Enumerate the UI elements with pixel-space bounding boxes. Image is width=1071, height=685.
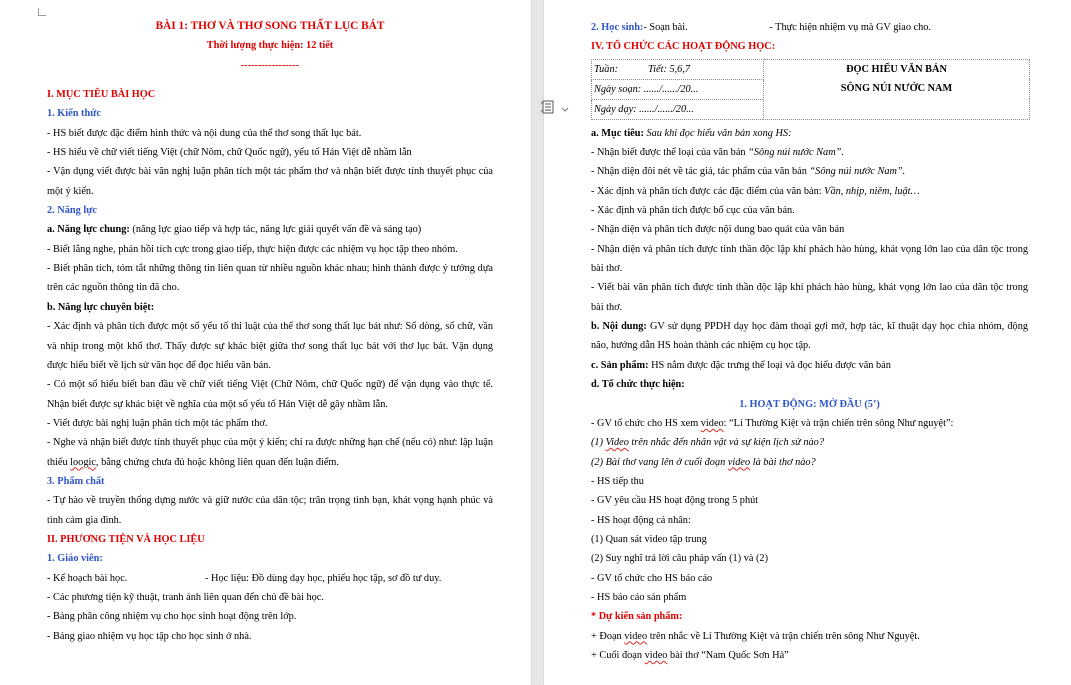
text-run: , bằng chứng chưa đủ hoặc không liên quan đến luận điểm. — [95, 456, 339, 468]
bold-label: c. Sản phẩm: — [591, 359, 649, 371]
layout-options-icon[interactable] — [540, 99, 556, 115]
text-run: - Nhận biết được thể loại của văn bản — [591, 147, 749, 159]
table-cell: Ngày dạy: ....../....../20... — [592, 99, 764, 119]
text-run: Tuần: — [594, 63, 619, 75]
bold-label: a. Năng lực chung: — [47, 224, 130, 236]
text-run: Tiết: 5,6,7 — [648, 63, 691, 75]
paragraph: - Bảng giao nhiệm vụ học tập cho học sinh ở nhà. — [47, 630, 252, 642]
paragraph — [591, 356, 1028, 375]
paragraph — [591, 433, 1028, 452]
paragraph: - Nhận diện và phân tích được nội dung bao quát của văn bản — [591, 224, 845, 236]
text-run: HS nắm được đặc trưng thể loại và đọc hiểu được văn bản — [648, 359, 891, 371]
reading-title: ĐỌC HIỂU VĂN BẢN — [846, 63, 947, 75]
table-cell: Ngày soạn: ....../....../20... — [592, 79, 764, 99]
paragraph: - GV yêu cầu HS hoạt động trong 5 phút — [591, 495, 759, 507]
paragraph: - Vận dụng viết được bài văn nghị luận phân tích một tác phẩm thơ và nhận biết được tính thuyết phục của một ý kiến. — [47, 166, 493, 197]
lesson-title: BÀI 1: THƠ VÀ THƠ SONG THẤT LỤC BÁT — [155, 20, 385, 32]
paragraph: - HS báo cáo sản phẩm — [591, 591, 687, 603]
paragraph: - HS biết được đặc điểm hình thức và nội dung của thể thơ song thất lục bát. — [47, 127, 362, 139]
page-right-content — [591, 18, 1028, 665]
paragraph — [591, 18, 1028, 37]
section-materials: II. PHƯƠNG TIỆN VÀ HỌC LIỆU — [47, 533, 205, 545]
text-run: “Sông núi nước Nam”. — [809, 166, 906, 178]
paragraph — [591, 627, 1028, 646]
paragraph: - HS tiếp thu — [591, 475, 644, 487]
paragraph: - Viết bài văn phân tích được tinh thần độc lập khí phách hào hùng, khát vọng lớn lao của dân tộc trong bài thơ. — [591, 282, 1028, 313]
paragraph — [47, 220, 493, 239]
paragraph: - GV tổ chức cho HS báo cáo — [591, 572, 713, 584]
text-run: (năng lực giao tiếp và hợp tác, năng lực giải quyết vấn đề và sáng tạo) — [129, 224, 422, 236]
margin-corner-mark — [38, 8, 46, 16]
heading-knowledge: 1. Kiến thức — [47, 108, 101, 120]
paragraph: - Có một số hiểu biết ban đầu về chữ viết tiếng Việt (Chữ Nôm, chữ Quốc ngữ) để vận dụng vào thực tế. Nhận biết được sự khác biệt về nghĩa của một số yếu tố Hán Việt dễ gây nhầm lẫn. — [47, 379, 493, 410]
paragraph — [591, 182, 1028, 201]
heading-expected-product: * Dự kiến sản phẩm: — [591, 611, 683, 623]
spelling-error-word[interactable]: video — [700, 417, 724, 429]
paragraph — [591, 414, 1028, 433]
table-cell — [592, 59, 764, 79]
heading-qualities: 3. Phẩm chất — [47, 475, 105, 487]
page-left-content — [47, 17, 493, 646]
document-page-left — [0, 0, 531, 685]
text-run: trên nhắc đến nhân vật và sự kiện lịch sử nào? — [628, 437, 824, 449]
text-run: - Nghe và nhận biết được tính thuyết phục của một ý kiến; chỉ ra được những hạn chế (nếu có) như: lập luận thiếu — [47, 437, 493, 468]
bold-label: a. Mục tiêu: — [591, 127, 644, 139]
text-title: SÔNG NÚI NƯỚC NAM — [840, 82, 953, 94]
heading-implementation: d. Tổ chức thực hiện: — [591, 379, 685, 391]
paragraph: - Tự hào về truyền thống dựng nước và giữ nước của dân tộc; trân trọng tình bạn, khát vọng hạnh phúc và tình cảm gia đình. — [47, 495, 493, 526]
text-run: (2) Bài thơ vang lên ở cuối đoạn — [591, 456, 728, 468]
heading-student: 2. Học sinh: — [591, 22, 644, 33]
heading-competence: 2. Năng lực — [47, 205, 97, 217]
layout-options-toolbar[interactable] — [540, 97, 578, 117]
paragraph: - Biết phân tích, tóm tắt những thông tin liên quan từ nhiều nguồn khác nhau; hình thành được ý tưởng dựa trên các nguồn thông tin đã cho. — [47, 263, 493, 294]
text-run: - GV tổ chức cho HS xem — [591, 417, 701, 429]
paragraph: (1) Quan sát video tập trung — [591, 533, 707, 545]
paragraph: - Bảng phân công nhiệm vụ cho học sinh hoạt động trên lớp. — [47, 611, 297, 623]
paragraph: - Xác định và phân tích được bố cục của văn bản. — [591, 205, 795, 217]
text-run: GV sử dụng PPDH dạy học đàm thoại gợi mở, hợp tác, kĩ thuật dạy học chia nhóm, động não, hướng dẫn HS hoàn thành các nhiệm cụ học tập. — [591, 321, 1028, 352]
table-cell-title — [764, 59, 1030, 119]
paragraph — [47, 433, 493, 472]
text-run: (1) — [591, 437, 606, 449]
paragraph: - Các phương tiện kỹ thuật, tranh ảnh liên quan đến chủ đề bài học. — [47, 591, 324, 603]
lesson-plan-table — [591, 59, 1030, 120]
heading-activity-1: 1. HOẠT ĐỘNG: MỞ ĐẦU (5’) — [739, 398, 880, 410]
chevron-down-icon[interactable] — [560, 102, 570, 112]
paragraph — [591, 124, 1028, 143]
text-run: - Nhận diện đôi nét về tác giả, tác phẩm của văn bản — [591, 166, 810, 178]
paragraph — [591, 162, 1028, 181]
paragraph — [591, 646, 1028, 665]
text-run: : “Lí Thường Kiệt và trận chiến trên sông Như nguyệt”: — [723, 417, 954, 429]
text-run: + Đoạn — [591, 630, 625, 642]
paragraph: - HS hoạt động cá nhân: — [591, 514, 691, 526]
spelling-error-word[interactable]: video — [727, 456, 751, 468]
spelling-error-word[interactable]: video — [624, 630, 648, 642]
paragraph: - Viết được bài nghị luận phân tích một tác phẩm thơ. — [47, 417, 268, 429]
paragraph: - HS hiểu về chữ viết tiếng Việt (chữ Nôm, chữ Quốc ngữ), yếu tố Hán Việt dễ nhầm lẫn — [47, 147, 412, 159]
paragraph — [47, 569, 493, 588]
lesson-duration: Thời lượng thực hiện: 12 tiết — [206, 40, 334, 52]
text-run: - Học liệu: Đồ dùng dạy học, phiếu học tập, sơ đồ tư duy. — [205, 572, 442, 584]
heading-specific-competence: b. Năng lực chuyên biệt: — [47, 301, 155, 313]
text-run: Vần, nhịp, niêm, luật… — [824, 185, 920, 197]
text-run: bài thơ “Nam Quốc Sơn Hà” — [667, 649, 789, 661]
section-activities: IV. TỔ CHỨC CÁC HOẠT ĐỘNG HỌC: — [591, 41, 776, 53]
text-run: - Kế hoạch bài học. — [47, 572, 128, 584]
spelling-error-word[interactable]: Video — [605, 437, 629, 449]
paragraph: - Biết lắng nghe, phản hồi tích cực trong giao tiếp, thực hiện được các nhiệm vụ học tập theo nhóm. — [47, 243, 458, 255]
paragraph: - Nhận diện và phân tích được tinh thần độc lập khí phách hào hùng, khát vọng lớn lao của dân tộc trong bài thơ. — [591, 243, 1028, 275]
text-run: Sau khi đọc hiểu văn bản xong HS: — [643, 127, 792, 139]
paragraph: - Xác định và phân tích được một số yếu tố thi luật của thể thơ song thất lục bát như: Số dòng, số chữ, vần và nhịp trong một khổ thơ. Thấy được sự khác biệt giữa thơ song thất lục bát với thơ lục bát. Vận dụng được hiểu biết về lịch sử văn học để đọc hiểu văn bản. — [47, 321, 493, 371]
heading-teacher: 1. Giáo viên: — [47, 553, 103, 565]
text-run: - Soạn bài. — [643, 22, 688, 33]
paragraph — [591, 453, 1028, 472]
paragraph — [591, 143, 1028, 162]
paragraph — [591, 317, 1028, 356]
text-run: + Cuối đoạn — [591, 649, 645, 661]
text-run: trên nhắc về Lí Thường Kiệt và trận chiến trên sông Như Nguyệt. — [647, 630, 920, 642]
section-objectives: I. MỤC TIÊU BÀI HỌC — [47, 89, 156, 101]
spelling-error-word[interactable]: video — [644, 649, 668, 661]
text-run: - Thực hiện nhiệm vụ mà GV giao cho. — [769, 22, 931, 33]
spelling-error-word[interactable]: loogic — [70, 456, 96, 468]
text-run: “Sông núi nước Nam”. — [748, 147, 844, 159]
document-page-right — [544, 0, 1071, 685]
bold-label: b. Nội dung: — [591, 321, 647, 333]
text-run: - Xác định và phân tích được các đặc điểm của văn bản: — [591, 185, 825, 197]
text-run: là bài thơ nào? — [750, 456, 816, 468]
title-divider: ----------------- — [240, 59, 300, 71]
paragraph: (2) Suy nghĩ trả lời câu pháp vấn (1) và (2) — [591, 553, 769, 565]
